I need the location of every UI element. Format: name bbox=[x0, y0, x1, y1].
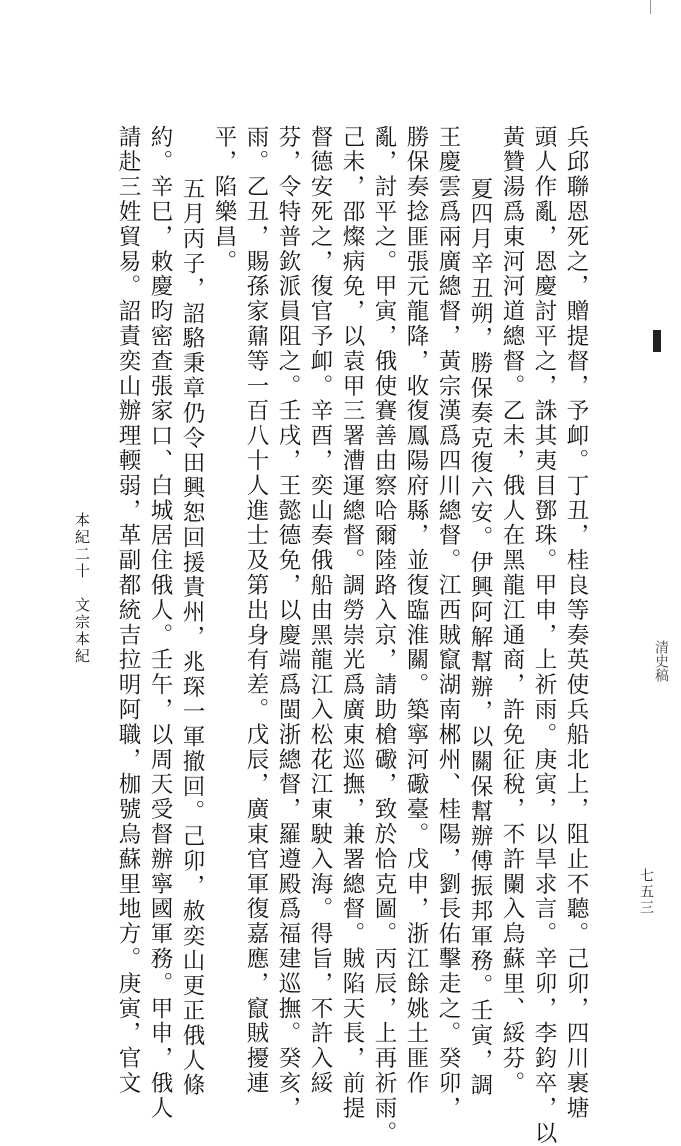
text-column: 芬，令特普欽派員阻之。壬戌，王懿德免，以慶端爲閩浙總督，羅遵殿爲福建巡撫。癸亥， bbox=[275, 125, 301, 1121]
text-column: 平，陷樂昌。 bbox=[211, 125, 237, 275]
text-column: 勝保奏捻匪張元龍降，收復鳳陽府縣，並復臨淮關。築寧河礮臺。戊申，浙江餘姚土匪作 bbox=[403, 125, 429, 1097]
binding-mark bbox=[653, 330, 661, 352]
running-title: 本紀二十 文宗本紀 bbox=[73, 512, 91, 665]
text-column: 請赴三姓貿易。詔責奕山辦理輭弱，革副都統吉拉明阿職，枷號烏蘇里地方。庚寅，官文 bbox=[115, 125, 141, 1097]
right-edge-title: 清史稿 bbox=[653, 640, 669, 682]
page-number: 七五三 bbox=[638, 868, 654, 916]
text-column: 頭人作亂，恩慶討平之，誅其夷目鄧珠。甲申，上祈雨。庚寅，以旱求言。辛卯，李鈞卒，以 bbox=[531, 125, 557, 1146]
text-column: 五月丙子，詔駱秉章仍令田興恕回援貴州，兆琛一軍撤回。己卯，赦奕山更正俄人條 bbox=[179, 177, 205, 1099]
main-text bbox=[115, 125, 590, 1146]
text-column: 兵邱聯恩死之，贈提督，予卹。丁丑，桂良等奏英使兵船北上，阻止不聽。己卯，四川裹塘 bbox=[563, 125, 589, 1121]
text-column: 督德安死之，復官予卹。辛酉，奕山奏俄船由黑龍江入松花江東駛入海。得旨，不許入綏 bbox=[307, 125, 333, 1097]
text-column: 雨。乙丑，賜孫家鼐等一百八十人進士及第出身有差。戊辰，廣東官軍復嘉應，竄賊擾連 bbox=[243, 125, 269, 1097]
text-column: 夏四月辛丑朔，勝保奏克復六安。伊興阿解幫辦，以關保幫辦傅振邦軍務。壬寅，調 bbox=[467, 177, 493, 1099]
text-column: 王慶雲爲兩廣總督，黃宗漢爲四川總督。江西賊竄湖南郴州、桂陽，劉長佑擊走之。癸卯， bbox=[435, 125, 461, 1121]
text-column: 亂，討平之。甲寅，俄使賽善由察哈爾陸路入京，請助槍礮，致於恰克圖。丙辰，上再祈雨。 bbox=[371, 125, 397, 1146]
page-edge-mark bbox=[650, 0, 651, 14]
text-column: 約。辛巳，敕慶昀密查張家口、白城居住俄人。壬午，以周天受督辦寧國軍務。甲申，俄人 bbox=[147, 125, 173, 1121]
text-column: 黃贊湯爲東河河道總督。乙未，俄人在黑龍江通商，許免征稅，不許闌入烏蘇里、綏芬。 bbox=[499, 125, 525, 1097]
text-column: 己未，邵燦病免，以袁甲三署漕運總督。調勞崇光爲廣東巡撫，兼署總督。賊陷天長，前提 bbox=[339, 125, 365, 1121]
